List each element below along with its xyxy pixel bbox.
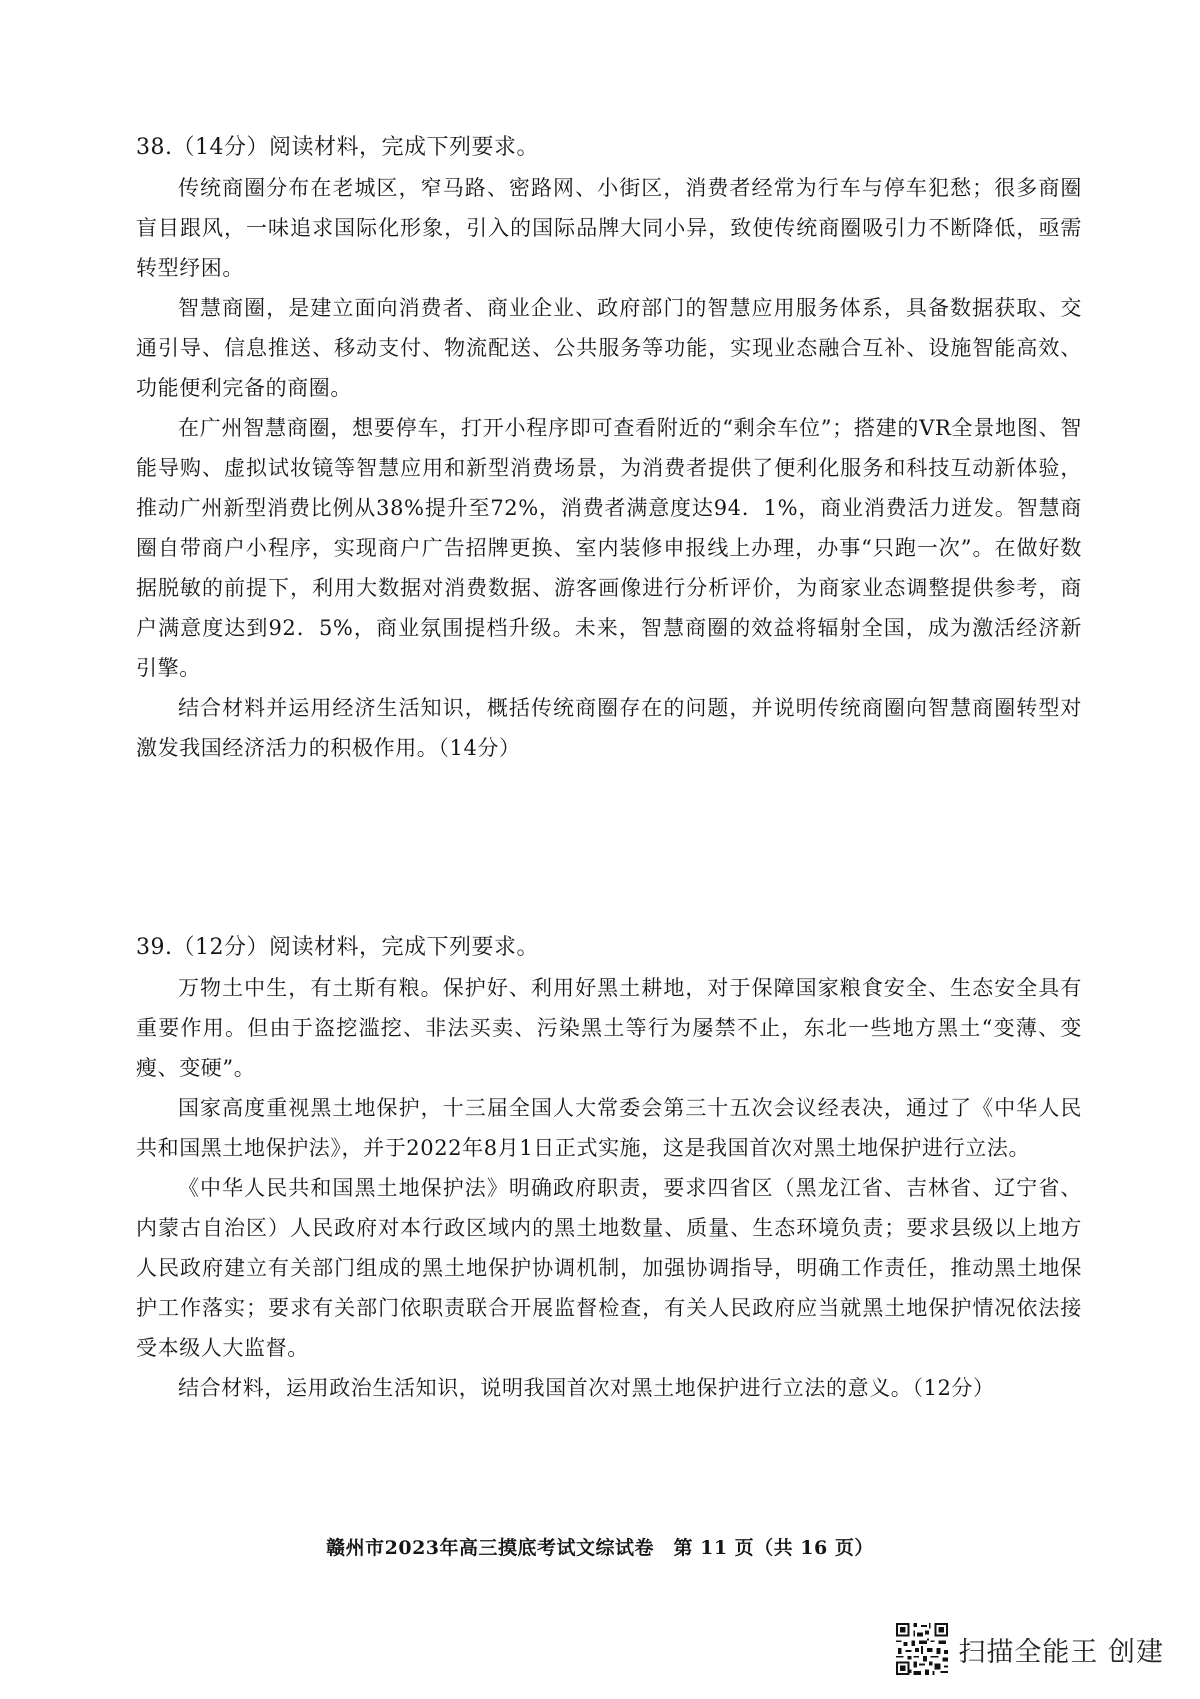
qr-code-icon: [894, 1621, 950, 1677]
page-footer: 赣州市2023年高三摸底考试文综试卷 第 11 页（共 16 页）: [326, 1537, 874, 1559]
material-paragraph: 在广州智慧商圈，想要停车，打开小程序即可查看附近的“剩余车位”；搭建的VR全景地图、智能导购、虚拟试妆镜等智慧应用和新型消费场景，为消费者提供了便利化服务和科技互动新体验，推动广州新型消费比例从38%提升至72%，消费者满意度达94．1%，商业消费活力迸发。智慧商圈自带商户小程序，实现商户广告招牌更换、室内装修申报线上办理，办事“只跑一次”。在做好数据脱敏的前提下，利用大数据对消费数据、游客画像进行分析评价，为商家业态调整提供参考，商户满意度达到92．5%，商业氛围提档升级。未来，智慧商圈的效益将辐射全国，成为激活经济新引擎。: [136, 416, 1082, 680]
question-title: 39.（12分）阅读材料，完成下列要求。: [136, 935, 539, 960]
question-prompt: 结合材料，运用政治生活知识，说明我国首次对黑土地保护进行立法的意义。（12分）: [178, 1376, 995, 1400]
material-paragraph: 《中华人民共和国黑土地保护法》明确政府职责，要求四省区（黑龙江省、吉林省、辽宁省、内蒙古自治区）人民政府对本行政区域内的黑土地数量、质量、生态环境负责；要求县级以上地方人民政府建立有关部门组成的黑土地保护协调机制，加强协调指导，明确工作责任，推动黑土地保护工作落实；要求有关部门依职责联合开展监督检查，有关人民政府应当就黑土地保护情况依法接受本级人大监督。: [136, 1176, 1082, 1360]
material-paragraph: 国家高度重视黑土地保护，十三届全国人大常委会第三十五次会议经表决，通过了《中华人民共和国黑土地保护法》，并于2022年8月1日正式实施，这是我国首次对黑土地保护进行立法。: [136, 1096, 1082, 1160]
question-prompt: 结合材料并运用经济生活知识，概括传统商圈存在的问题，并说明传统商圈向智慧商圈转型对激发我国经济活力的积极作用。（14分）: [136, 696, 1082, 760]
material-paragraph: 万物土中生，有土斯有粮。保护好、利用好黑土耕地，对于保障国家粮食安全、生态安全具有重要作用。但由于盗挖滥挖、非法买卖、污染黑土等行为屡禁不止，东北一些地方黑土“变薄、变瘦、变硬”。: [136, 976, 1082, 1080]
scanner-watermark: [894, 1621, 1164, 1677]
question-title: 38.（14分）阅读材料，完成下列要求。: [136, 135, 539, 160]
material-paragraph: 传统商圈分布在老城区，窄马路、密路网、小街区，消费者经常为行车与停车犯愁；很多商圈盲目跟风，一味追求国际化形象，引入的国际品牌大同小异，致使传统商圈吸引力不断降低，亟需转型纾困。: [136, 176, 1082, 280]
question-38: [136, 128, 1082, 768]
material-paragraph: 智慧商圈，是建立面向消费者、商业企业、政府部门的智慧应用服务体系，具备数据获取、交通引导、信息推送、移动支付、物流配送、公共服务等功能，实现业态融合互补、设施智能高效、功能便利完备的商圈。: [136, 296, 1082, 400]
question-39: [136, 928, 1082, 1408]
watermark-text: 扫描全能王 创建: [958, 1636, 1164, 1668]
